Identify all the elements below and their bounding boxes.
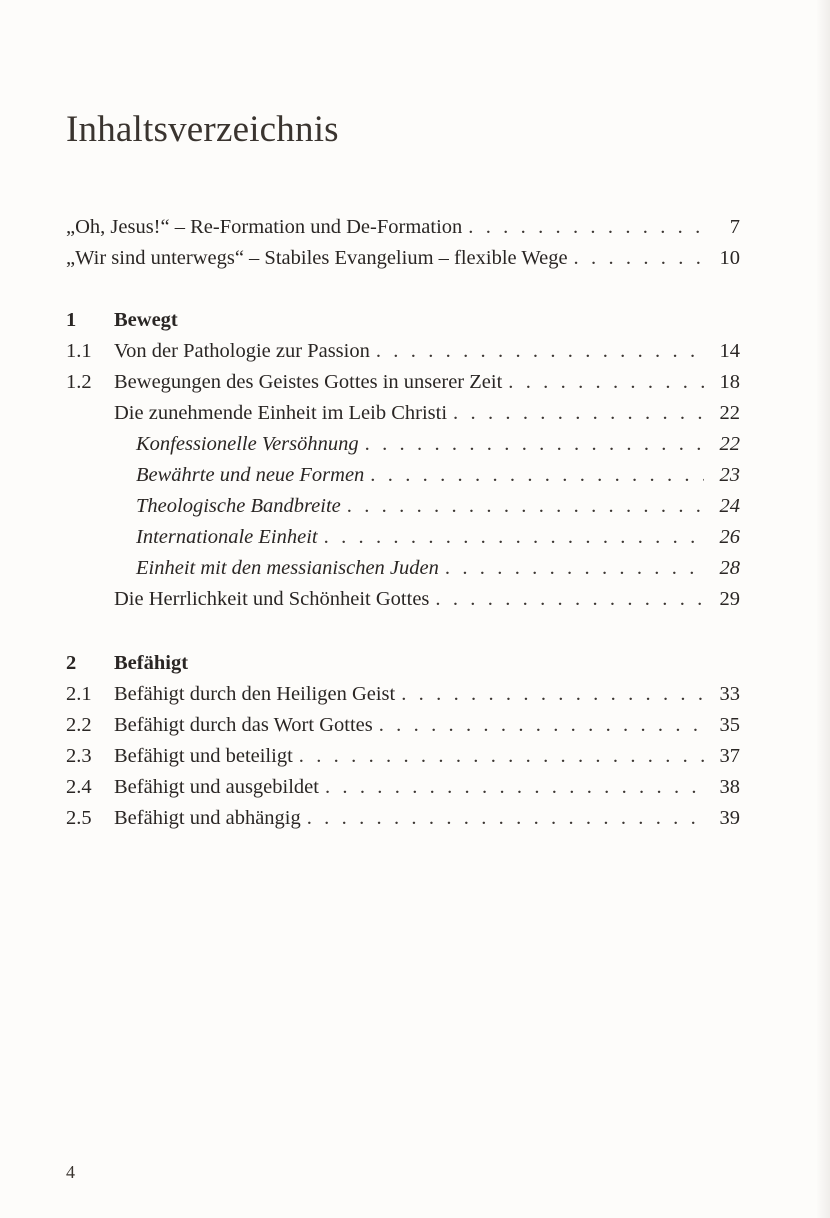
toc-entry bbox=[66, 679, 740, 710]
dot-leader bbox=[508, 367, 704, 398]
toc-subsubentry bbox=[66, 491, 740, 522]
toc-entry bbox=[66, 336, 740, 367]
toc-subsubentry bbox=[66, 522, 740, 553]
section-number: 2.1 bbox=[66, 683, 92, 705]
toc-chapter-2 bbox=[66, 648, 740, 834]
toc-entry-page: 18 bbox=[719, 371, 740, 393]
dot-leader bbox=[445, 553, 704, 584]
toc-entry-page: 39 bbox=[719, 807, 740, 829]
toc-entry-page: 38 bbox=[719, 776, 740, 798]
toc-entry-label: Theologische Bandbreite bbox=[136, 495, 341, 517]
toc-entry-page: 22 bbox=[719, 433, 740, 455]
page-number: 4 bbox=[66, 1162, 75, 1182]
dot-leader bbox=[370, 460, 704, 491]
chapter-title: Befähigt bbox=[114, 652, 189, 674]
toc-entry bbox=[66, 772, 740, 803]
dot-leader bbox=[325, 772, 704, 803]
toc-entry-page: 28 bbox=[719, 557, 740, 579]
toc-entry-label: Befähigt durch das Wort Gottes bbox=[114, 714, 373, 736]
dot-leader bbox=[453, 398, 704, 429]
chapter-number: 2 bbox=[66, 652, 77, 674]
chapter-title: Bewegt bbox=[114, 309, 178, 331]
dot-leader bbox=[347, 491, 704, 522]
toc-entry-label: Befähigt und ausgebildet bbox=[114, 776, 319, 798]
section-number: 1.2 bbox=[66, 371, 92, 393]
toc-entry bbox=[66, 212, 740, 243]
toc-subentry bbox=[66, 398, 740, 429]
dot-leader bbox=[299, 741, 704, 772]
toc-entry-label: Bewährte und neue Formen bbox=[136, 464, 365, 486]
toc-entry-page: 10 bbox=[719, 247, 740, 269]
dot-leader bbox=[365, 429, 704, 460]
toc-subsubentry bbox=[66, 553, 740, 584]
section-number: 2.2 bbox=[66, 714, 92, 736]
toc-entry bbox=[66, 741, 740, 772]
dot-leader bbox=[307, 803, 704, 834]
page-title: Inhaltsverzeichnis bbox=[66, 109, 339, 150]
dot-leader bbox=[468, 212, 704, 243]
toc-entry bbox=[66, 367, 740, 398]
toc-entry-page: 37 bbox=[719, 745, 740, 767]
toc-entry-page: 24 bbox=[719, 495, 740, 517]
toc-chapter-1 bbox=[66, 305, 740, 615]
toc-subsubentry bbox=[66, 460, 740, 491]
toc-entry-label: Befähigt durch den Heiligen Geist bbox=[114, 683, 396, 705]
toc-entry bbox=[66, 243, 740, 274]
toc-entry-label: Konfessionelle Versöhnung bbox=[136, 433, 359, 455]
toc-entry-label: Befähigt und beteiligt bbox=[114, 745, 293, 767]
chapter-number: 1 bbox=[66, 309, 77, 331]
toc-entry-label: Bewegungen des Geistes Gottes in unserer Zeit bbox=[114, 371, 503, 393]
toc-entry-label: Von der Pathologie zur Passion bbox=[114, 340, 370, 362]
toc-entry-label: Die zunehmende Einheit im Leib Christi bbox=[114, 402, 448, 424]
toc-entry-label: Befähigt und abhängig bbox=[114, 807, 301, 829]
toc-entry-page: 35 bbox=[719, 714, 740, 736]
toc-subsubentry bbox=[66, 429, 740, 460]
toc-intro bbox=[66, 212, 740, 274]
chapter-heading bbox=[66, 305, 740, 336]
toc-entry-page: 29 bbox=[719, 588, 740, 610]
toc-entry bbox=[66, 803, 740, 834]
toc-entry-label: „Wir sind unterwegs“ – Stabiles Evangelium – flexible Wege bbox=[66, 247, 568, 269]
toc-subentry bbox=[66, 584, 740, 615]
section-number: 1.1 bbox=[66, 340, 92, 362]
dot-leader bbox=[401, 679, 704, 710]
toc-entry-page: 22 bbox=[719, 402, 740, 424]
section-number: 2.5 bbox=[66, 807, 92, 829]
dot-leader bbox=[324, 522, 704, 553]
toc-entry-page: 33 bbox=[719, 683, 740, 705]
dot-leader bbox=[379, 710, 704, 741]
toc-entry-page: 26 bbox=[719, 526, 740, 548]
dot-leader bbox=[435, 584, 704, 615]
toc-entry-page: 7 bbox=[729, 216, 740, 238]
toc-entry-page: 23 bbox=[719, 464, 740, 486]
dot-leader bbox=[376, 336, 704, 367]
toc-entry-label: Internationale Einheit bbox=[136, 526, 318, 548]
toc-entry-label: Einheit mit den messianischen Juden bbox=[136, 557, 439, 579]
section-number: 2.4 bbox=[66, 776, 92, 798]
dot-leader bbox=[574, 243, 704, 274]
toc-entry-label: „Oh, Jesus!“ – Re-Formation und De-Formation bbox=[66, 216, 463, 238]
toc-entry-label: Die Herrlichkeit und Schönheit Gottes bbox=[114, 588, 430, 610]
section-number: 2.3 bbox=[66, 745, 92, 767]
chapter-heading bbox=[66, 648, 740, 679]
toc-entry-page: 14 bbox=[719, 340, 740, 362]
page-edge-shadow bbox=[816, 0, 830, 1218]
toc-entry bbox=[66, 710, 740, 741]
